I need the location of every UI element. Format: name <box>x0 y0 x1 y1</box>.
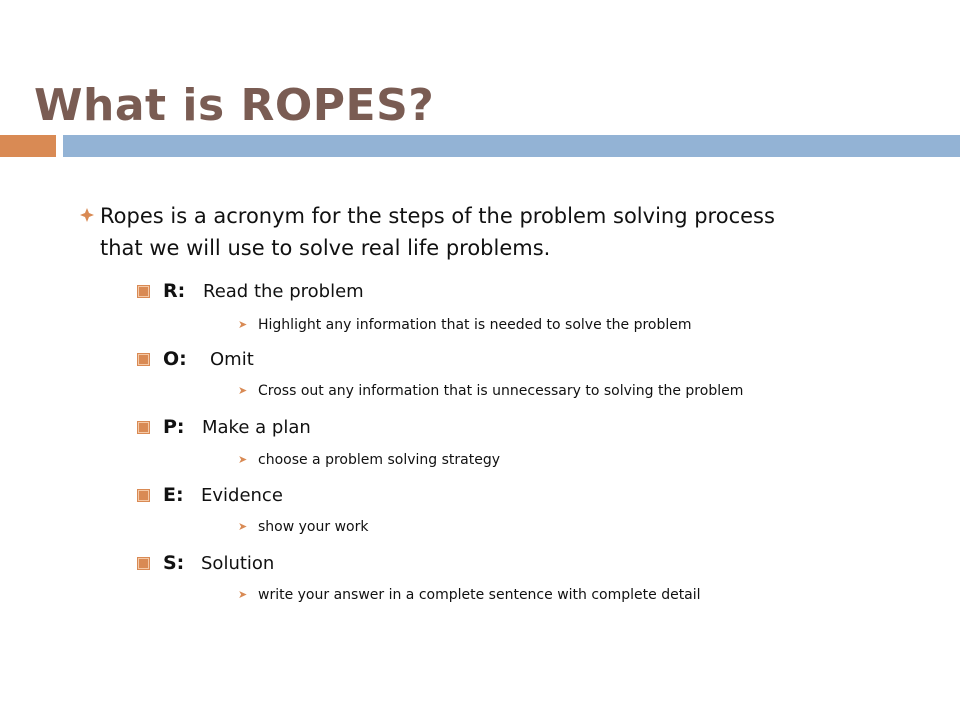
step-detail-text: Cross out any information that is unnecessary to solving the problem <box>258 383 744 399</box>
square-bullet-icon <box>137 421 150 434</box>
arrow-bullet-icon: ➤ <box>238 453 248 466</box>
step-letter: P: <box>163 416 185 438</box>
slide-title: What is ROPES? <box>34 80 435 131</box>
intro-text: Ropes is a acronym for the steps of the problem solving process that we will use to solve real life problems. <box>100 204 775 260</box>
square-bullet-icon <box>137 557 150 570</box>
square-bullet-icon <box>137 285 150 298</box>
step-detail-text: choose a problem solving strategy <box>258 452 500 468</box>
step-label: Make a plan <box>202 417 311 438</box>
step-letter: E: <box>163 484 184 506</box>
step-letter: R: <box>163 280 186 302</box>
step-label: Read the problem <box>203 281 364 302</box>
diamond-bullet-icon <box>80 208 94 222</box>
arrow-bullet-icon: ➤ <box>238 588 248 601</box>
arrow-bullet-icon: ➤ <box>238 520 248 533</box>
step-label: Evidence <box>201 485 283 506</box>
step-label: Solution <box>201 553 275 574</box>
step-label: Omit <box>210 349 254 370</box>
step-letter: S: <box>163 552 185 574</box>
step-detail-text: show your work <box>258 519 369 535</box>
step-detail-text: Highlight any information that is needed to solve the problem <box>258 317 692 333</box>
step-letter: O: <box>163 348 187 370</box>
step-detail-text: write your answer in a complete sentence with complete detail <box>258 587 701 603</box>
square-bullet-icon <box>137 353 150 366</box>
square-bullet-icon <box>137 489 150 502</box>
arrow-bullet-icon: ➤ <box>238 318 248 331</box>
arrow-bullet-icon: ➤ <box>238 384 248 397</box>
